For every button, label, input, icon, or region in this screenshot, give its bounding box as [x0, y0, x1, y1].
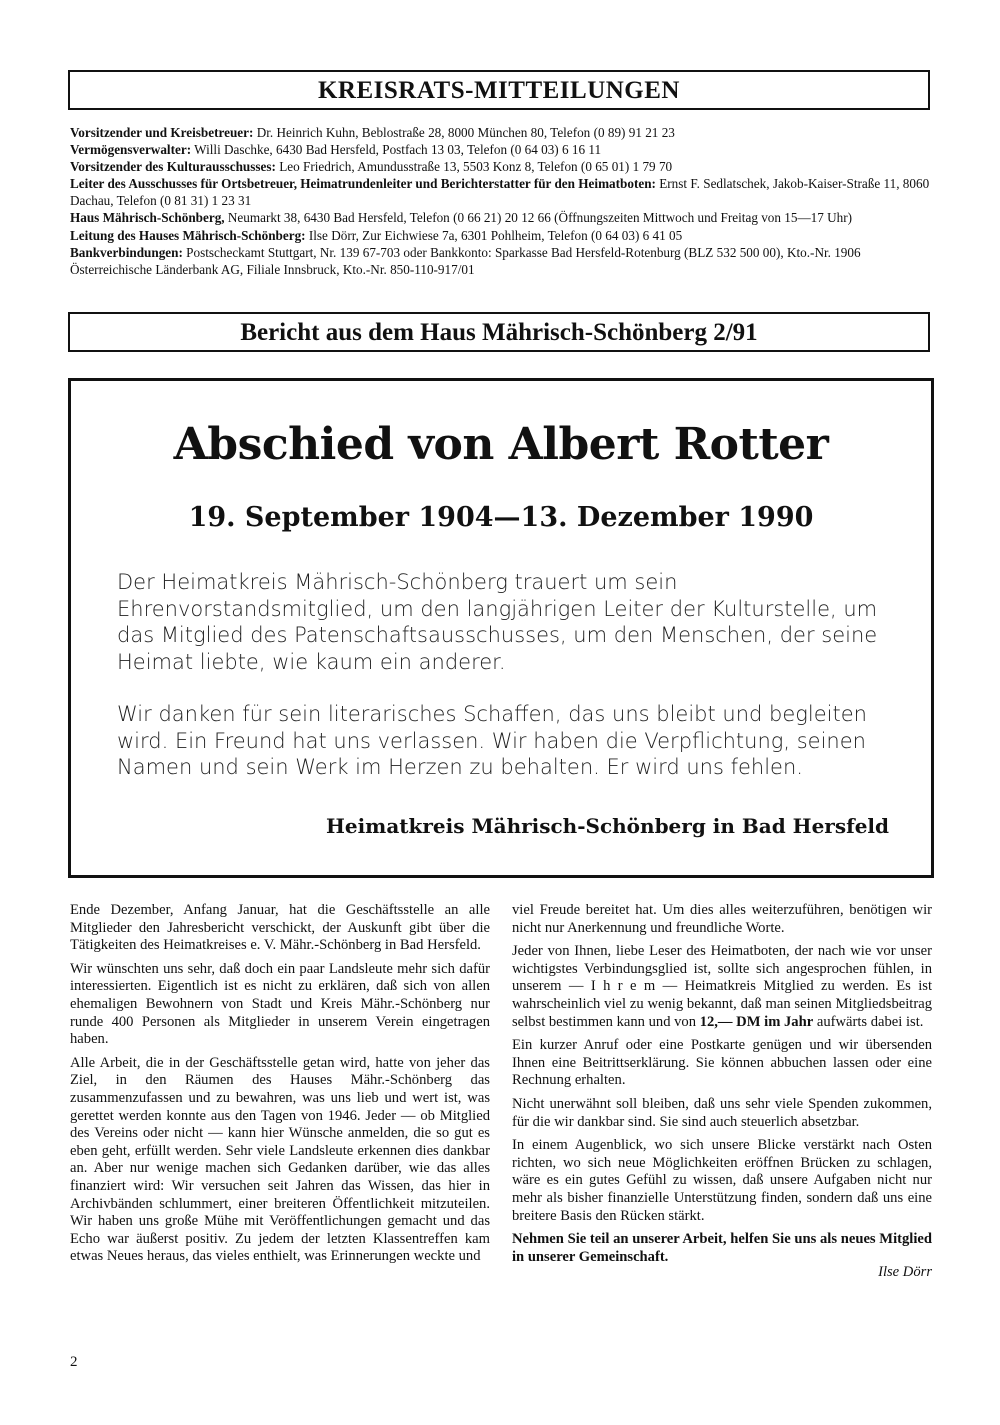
article-author: Ilse Dörr	[878, 1264, 932, 1281]
contact-label: Leitung des Hauses Mährisch-Schönberg:	[70, 227, 306, 243]
article-paragraph: Ein kurzer Anruf oder eine Postkarte genügen und wir übersenden Ihnen eine Beitrittserklärung. Sie können abbuchen lassen oder eine Rechnung erhalten.	[512, 1037, 932, 1089]
article-text: Jeder von Ihnen, liebe Leser des Heimatboten, der nach wie vor unser wichtigstes Verbindungsglied ist, sollte sich angesprochen fühlen, in unserem — I h r e m — Heimatkreis Mitglied zu werden. Es ist wahrscheinlich viel zu wenig bekannt, daß man seinen Mitgliedsbeitrag selbst bestimmen kann und von	[512, 943, 932, 1030]
article-text: aufwärts dabei ist.	[816, 1013, 924, 1030]
contact-text: Neumarkt 38, 6430 Bad Hersfeld, Telefon (0 66 21) 20 12 66 (Öffnungszeiten Mittwoch und Freitag von 15—17 Uhr)	[227, 210, 853, 226]
contact-label: Leiter des Ausschusses für Ortsbetreuer, Heimatrundenleiter und Berichterstatter für den Heimatboten:	[70, 176, 656, 192]
contact-label: Haus Mährisch-Schönberg,	[70, 210, 225, 226]
article-closing	[512, 1231, 932, 1266]
obituary-paragraph: Der Heimatkreis Mährisch-Schönberg trauert um sein Ehrenvorstandsmitglied, um den langjährigen Leiter der Kulturstelle, um das Mitglied des Patenschaftsausschusses, um den Menschen, der seine Heimat liebte, wie kaum ein anderer.	[117, 570, 878, 674]
article-paragraph: Wir wünschten uns sehr, daß doch ein paar Landsleute mehr sich dafür interessierten. Eigentlich ist es nicht zu erklären, daß sich von allen ehemaligen Bewohnern von Stadt und Kreis Mähr.-Schönberg nur runde 400 Personen als Mitglieder in unserem Verein eingetragen haben.	[70, 960, 490, 1048]
section-header	[68, 70, 930, 110]
article-paragraph: In einem Augenblick, wo sich unsere Blicke verstärkt nach Osten richten, wo sich neue Möglichkeiten eröffnen Brücken zu schlagen, wäre es ein gutes Gefühl zu wissen, daß unsere Aufgaben nicht nur mehr als bisher finanzielle Unterstützung finden, sondern daß uns eine breitere Basis den Rücken stärkt.	[512, 1137, 932, 1224]
contact-text: Postscheckamt Stuttgart, Nr. 139 67-703 oder Bankkonto: Sparkasse Bad Hersfeld-Rotenburg (BLZ 532 500 00), Kto.-Nr. 1906 Österreichische Länderbank AG, Filiale Innsbruck, Kto.-Nr. 850-110-917/01	[70, 244, 861, 277]
contact-list	[70, 124, 936, 278]
article-paragraph: Ende Dezember, Anfang Januar, hat die Geschäftsstelle an alle Mitglieder den Jahresbericht verschickt, der Auskunft gibt über die Tätigkeiten des Heimatkreises e. V. Mähr.-Schönberg in Bad Hersfeld.	[70, 902, 490, 954]
section-header-title: KREISRATS-MITTEILUNGEN	[317, 77, 680, 104]
contact-label: Bankverbindungen:	[70, 244, 183, 260]
contact-entry	[70, 227, 936, 244]
contact-entry	[70, 209, 936, 226]
contact-text: Ernst F. Sedlatschek, Jakob-Kaiser-Straße 11, 8060 Dachau, Telefon (0 81 31) 1 23 31	[70, 176, 930, 209]
contact-text: Willi Daschke, 6430 Bad Hersfeld, Postfach 13 03, Telefon (0 64 03) 6 16 11	[194, 142, 602, 158]
contact-entry	[70, 158, 936, 175]
article-closing-text: Nehmen Sie teil an unserer Arbeit, helfen Sie uns als neues Mitglied in unserer Gemeinschaft.	[512, 1231, 932, 1265]
report-header	[68, 312, 930, 352]
article-paragraph	[512, 943, 932, 1031]
contact-entry	[70, 175, 936, 209]
obituary-signature: Heimatkreis Mährisch-Schönberg in Bad Hersfeld	[325, 814, 889, 838]
contact-text: Dr. Heinrich Kuhn, Beblostraße 28, 8000 München 80, Telefon (0 89) 91 21 23	[256, 125, 675, 140]
contact-text: Leo Friedrich, Amundusstraße 13, 5503 Konz 8, Telefon (0 65 01) 1 79 70	[279, 159, 673, 175]
obituary-paragraph: Wir danken für sein literarisches Schaffen, das uns bleibt und begleiten wird. Ein Freund hat uns verlassen. Wir haben die Verpflichtung, seinen Namen und sein Werk im Herzen zu behalten. Er wird uns fehlen.	[117, 702, 867, 779]
article-paragraph: viel Freude bereitet hat. Um dies alles weiterzuführen, benötigen wir nicht nur Anerkennung und freundliche Worte.	[512, 902, 932, 936]
report-title: Bericht aus dem Haus Mährisch-Schönberg 2/91	[240, 319, 758, 346]
article-column-left	[70, 902, 490, 1272]
obituary-title: Abschied von Albert Rotter	[173, 419, 829, 470]
article-column-right	[512, 902, 932, 1288]
contact-label: Vorsitzender des Kulturausschusses:	[70, 159, 276, 175]
article-paragraph: Alle Arbeit, die in der Geschäftsstelle getan wird, hatte von jeher das Ziel, in den Räumen des Hauses Mähr.-Schönberg das zusammenzufassen und zu bewahren, was uns lieb und wert ist, was gerettet werden konnte aus den Tagen von 1946. Jeder — ob Mitglied des Vereins oder nicht — kann hier Wünsche anmelden, die so gut es eben geht, erfüllt werden. Sehr viele Landsleute erkennen dies dankbar an. Aber nur wenige machen sich Gedanken darüber, wie das alles finanziert wird: Wir versuchen seit Jahren das Wissen, das hier in Archivbänden schlummert, einer breiteren Öffentlichkeit mitzuteilen. Wir haben uns große Mühe mit Veröffentlichungen gemacht und das Echo war äußerst positiv. Zu jedem der letzten Klassentreffen kam etwas Neues heraus, das vieles enthielt, was Erinnerungen weckte und	[70, 1054, 490, 1265]
contact-entry	[70, 141, 936, 158]
obituary-dates: 19. September 1904—13. Dezember 1990	[188, 502, 814, 533]
article-paragraph: Nicht unerwähnt soll bleiben, daß uns sehr viele Spenden zukommen, für die wir dankbar sind. Sie sind auch steuerlich absetzbar.	[512, 1095, 932, 1130]
page-number: 2	[70, 1354, 78, 1370]
contact-entry	[70, 124, 936, 141]
article-highlight: 12,— DM im Jahr	[699, 1013, 814, 1030]
contact-label: Vorsitzender und Kreisbetreuer:	[70, 125, 254, 140]
contact-label: Vermögensverwalter:	[70, 142, 192, 158]
contact-text: Ilse Dörr, Zur Eichwiese 7a, 6301 Pohlheim, Telefon (0 64 03) 6 41 05	[308, 227, 683, 243]
obituary-box	[68, 378, 934, 878]
contact-entry	[70, 244, 936, 278]
